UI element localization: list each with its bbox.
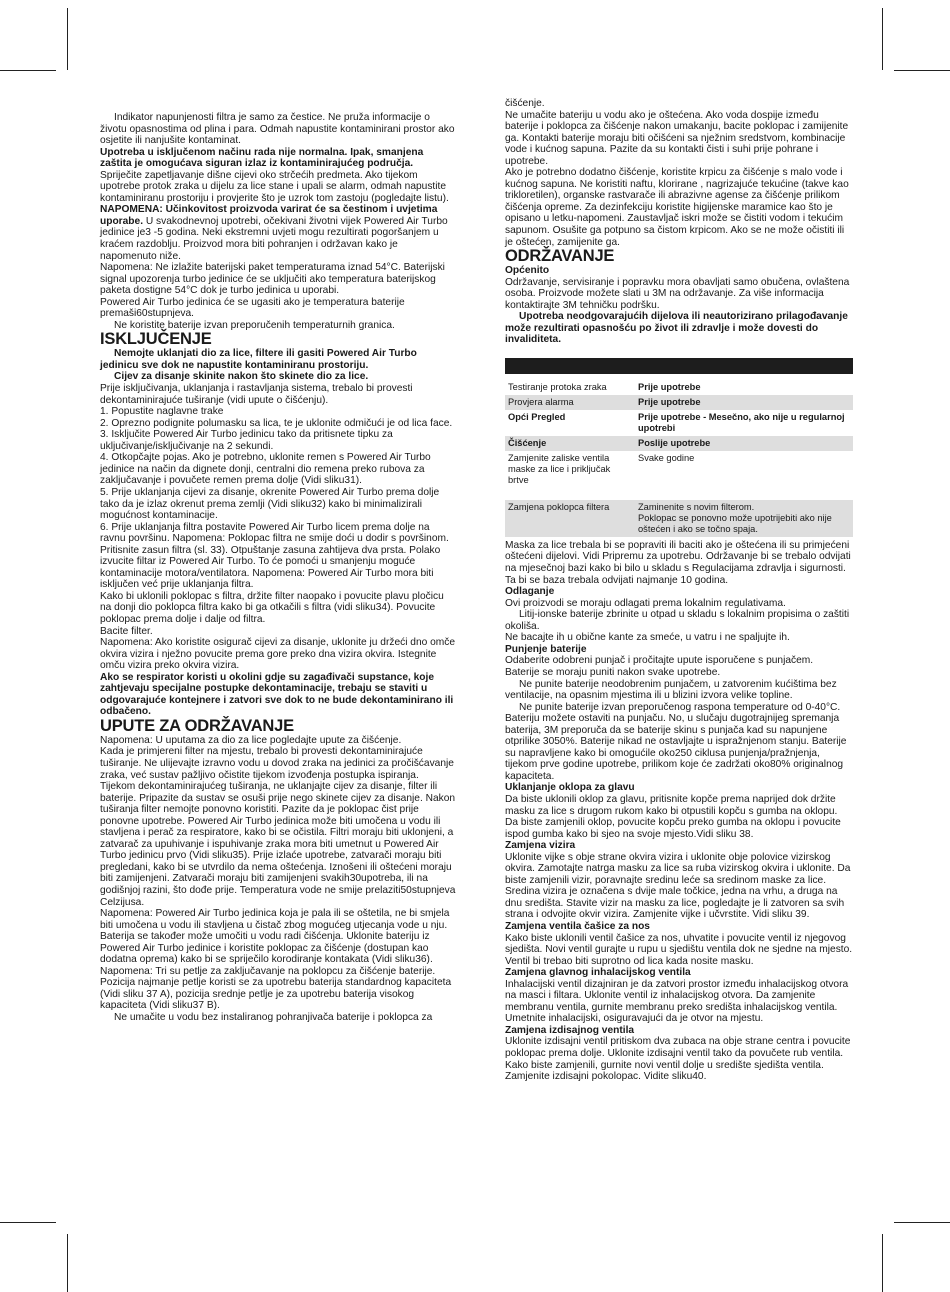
subheading-odlaganje: Odlaganje [505, 586, 555, 598]
paragraph: Kako biste uklonili ventil čašice za nos, uhvatite i povucite ventil iz njegovog sjedišta. Novi ventil gurajte u rupu u sjedištu ventila dok ne sjedne na mjesto. Ventil bi trebao biti suprotno od lica kada nosite masku. [505, 932, 853, 967]
table-cell-when: Poslije upotrebe [635, 436, 853, 451]
subheading-oklop: Uklanjanje oklopa za glavu [505, 782, 635, 794]
right-column [505, 98, 853, 1083]
paragraph: Napomena: Ako koristite osigurač cijevi za disanje, uklonite ju držeći dno omče okvira vizira i nježno povucite prema gore preko dna vizira okvira. Istegnite omču vizira preko okvira vizira. [100, 637, 456, 672]
paragraph: Inhalacijski ventil dizajniran je da zatvori prostor između inhalacijskog otvora na masci i filtara. Uklonite ventil iz inhalacijskog otvora. Da zamjenite membranu ventila, gurnite membranu preko središta inhalacijskog ventila. Umetnite inhalacijski, osiguravajući da je otvor na mjestu. [505, 978, 849, 1025]
table-row [505, 451, 853, 500]
crop-mark [0, 70, 56, 71]
paragraph: Ako je potrebno dodatno čišćenje, koristite krpicu za čišćenje s malo vode i kućnog sapuna. Ne koristiti naftu, klorirane , nagrizajuće tekućine (takve kao trikloretilen), organske rastvarače ili abrazivne agense za čišćenje prilikom čišćenja opreme. Za dezinfekciju koristite higijenske maramice kao što je opisano u letku-napomeni. Zaustavljač iskri može se čistiti vodom i tekućim sapunom. Osušite ga potpuno sa čistom krpicom. Ako se ne može očistiti ili je oštećen, zamijenite ga. [505, 167, 849, 248]
crop-mark [894, 1222, 950, 1223]
table-cell-line: Zaminenite s novim filterom. [638, 501, 755, 512]
paragraph: Litij-ionske baterije zbrinite u otpad u skladu s lokalnim propisima o zaštiti okoliša. [505, 609, 850, 632]
list-item: 4. Otkopčajte pojas. Ako je potrebno, uklonite remen s Powered Air Turbo jedinice na način da dignete donji, centralni dio remena preko rubova za zaključavanje i povučete remen prema dolje (Vidi sliku31). [100, 452, 431, 487]
section-heading-iskljucenje: ISKLJUČENJE [100, 330, 212, 349]
crop-mark [67, 8, 68, 70]
table-cell-task: Zamjenite zaliske ventila maske za lice i priključak brtve [508, 452, 611, 485]
subheading-ventil: Zamjena ventila čašice za nos [505, 920, 650, 932]
table-header-bar [505, 358, 853, 374]
crop-mark [67, 1234, 68, 1292]
paragraph: Ne punite baterije izvan preporučenog raspona temperature od 0-40°C. Bateriju možete ostaviti na punjaču. No, u slučaju dugotrajnijeg spremanja baterija, 3M preporuča da se baterije skinu s punjača kad su napunjene otprilike 3050%. Baterije nikad ne ostavljajte u ispražnjenom stanju. Baterije su napravljene kako bi omogućile oko250 ciklusa punjenja/pražnjenja, tijekom prve godine upotrebe, prilikom koje će zadržati oko80% originalnog kapaciteta. [505, 701, 847, 782]
table-row [505, 410, 853, 436]
paragraph: Ne umačite u vodu bez instaliranog pohranjivača baterije i poklopca za [114, 1012, 433, 1024]
paragraph: Powered Air Turbo jedinica će se ugasiti ako je temperatura baterije premaši60stupnjeva. [100, 296, 405, 320]
left-column [100, 112, 456, 1024]
paragraph: Odaberite odobreni punjač i pročitajte upute isporučene s punjačem. [505, 655, 814, 667]
paragraph: Napomena: Tri su petlje za zaključavanje na poklopcu za čišćenje baterije. Pozicija najmanje petlje koristi se za upotrebu baterija standardnog kapaciteta (Vidi sliku 37 A), pozicija srednje petlje je za upotrebu baterija visokog kapaciteta (Vidi sliku37 B). [100, 965, 452, 1012]
paragraph: Da biste uklonili oklop za glavu, pritisnite kopče prema naprijed dok držite masku za lice s drugom rukom kako bi otpustili kopču s gumba na oklopu. Da biste zamjenili oklop, povucite kopču preko gumba na oklopu i povucite ispod gumba kako bi sjeo na svoje mjesto.Vidi sliku 38. [505, 793, 841, 840]
table-row [505, 500, 853, 537]
warning-paragraph: Cijev za disanje skinite nakon što skinete dio za lice. [114, 371, 369, 383]
table-cell-when: Svake godine [638, 452, 695, 463]
table-cell-task: Zamjena poklopca filtera [505, 500, 635, 537]
note-text: U svakodnevnoj upotrebi, očekivani životni vijek Powered Air Turbo jedinice je3 -5 godina. Neki ekstremni uvjeti mogu rezultirati pogoršanjem u kraćem razdoblju. Proizvod mora biti pohranjen i održavan kako je napomenuto niže. [100, 215, 448, 262]
table-cell-task: Testiranje protoka zraka [508, 381, 607, 392]
paragraph: Ne umačite bateriju u vodu ako je oštećena. Ako voda dospije između baterije i poklopca za čišćenje nakon umakanju, bacite poklopac i zamijenite ga. Kontakti baterije moraju biti očišćeni sa nježnim sredstvom, kombinacije vode i kućnog sapuna. Pazite da su kontakti čisti i suhi prije pohrane i upotrebe. [505, 109, 849, 167]
list-item: 3. Isključite Powered Air Turbo jedinicu tako da pritisnete tipku za uključivanje/isključivanje na 2 sekundi. [100, 429, 393, 452]
paragraph: Napomena: U uputama za dio za lice pogledajte upute za čišćenje. [100, 734, 402, 746]
paragraph: Spriječite zapetljavanje dišne cijevi oko strčećih predmeta. Ako tijekom upotrebe protok zraka u dijelu za lice stane i upali se alarm, odmah napustite kontaminiranu prostoriju i provjerite što je uzrok tom zastoju (pogledajte listu). [100, 169, 449, 204]
crop-mark [882, 1234, 883, 1292]
list-item: 6. Prije uklanjanja filtra postavite Powered Air Turbo licem prema dolje na ravnu površinu. Napomena: Poklopac filtra ne smije doći u dodir s površinom. Pritisnite zasun filtra (sl. 33). Otpuštanje zasuna zahtijeva dva prsta. Polako izvucite filtar iz Powered Air Turbo. To će pomoći u smanjenju moguće kontaminacije motora/ventilatora. Napomena: Powered Air Turbo mora biti isključen već prije uklanjanja filtra. [100, 521, 449, 591]
table-cell-task: Čišćenje [505, 436, 635, 451]
paragraph: Uklonite izdisajni ventil pritiskom dva zubaca na obje strane centra i povucite poklopac prema dolje. Uklonite izdisajni ventil tako da povučete rub ventila. Kako biste zamjenili, gurnite novi ventil dolje u središte sjedišta ventila. Zamjenite izdisajni pokolopac. Vidite sliku40. [505, 1036, 851, 1083]
table-cell-when: Prije upotrebe [635, 395, 853, 410]
paragraph: Bacite filter. [100, 625, 153, 637]
crop-mark [0, 1222, 56, 1223]
paragraph: Napomena: Powered Air Turbo jedinica koja je pala ili se oštetila, ne bi smjela biti umočena u vodu ili stavljena u čistač zbog mogućeg utjecanja vode u nju. Baterija se također može umočiti u vodu radi čišćenja. Uklonite bateriju iz Powered Air Turbo jedinice i koristite poklopac za čišćenje (dostupan kao dodatna oprema) kako bi se spriječilo korodiranje kontakata (Vidi sliku36). [100, 908, 450, 966]
maintenance-table [505, 380, 853, 537]
list-item: 1. Popustite naglavne trake [100, 406, 224, 418]
table-cell-when: Prije upotrebe - Mesečno, ako nije u regularnoj upotrebi [638, 411, 845, 433]
paragraph: Prije isključivanja, uklanjanja i rastavljanja sistema, trebalo bi provesti dekontaminirajuće tuširanje (vidi upute o čišćenju). [100, 383, 413, 406]
crop-mark [894, 70, 950, 71]
paragraph: Ne bacajte ih u obične kante za smeće, u vatru i ne spaljujte ih. [505, 632, 790, 644]
subheading-izdisajni: Zamjena izdisajnog ventila [505, 1024, 635, 1036]
warning-paragraph: Ako se respirator koristi u okolini gdje su zagađivači supstance, koje zahtjevaju specijalne postupke dekontaminacije, trebaju se staviti u odgovarajuće kontejnere i zatvori sve dok to ne bude dekontaminirano ili odbačeno. [100, 671, 454, 718]
subheading-inhalacijski: Zamjena glavnog inhalacijskog ventila [505, 967, 691, 979]
list-item: 5. Prije uklanjanja cijevi za disanje, okrenite Powered Air Turbo prema dolje tako da je izlaz okrenut prema zemlji (Vidi sliku32) kako bi minimalizirali mogućnost kontaminacije. [100, 486, 440, 522]
table-cell-task: Provjera alarma [505, 395, 635, 410]
paragraph: Ne koristite baterije izvan preporučenih temperaturnih granica. [114, 319, 395, 331]
table-cell-task: Opći Pregled [508, 411, 566, 422]
warning-paragraph: Upotreba u isključenom načinu rada nije normalna. Ipak, smanjena zaštita je omogućava siguran izlaz iz kontaminirajućeg područja. [100, 146, 424, 170]
warning-paragraph: Upotreba neodgovarajućih dijelova ili neautorizirano prilagođavanje može rezultirati opasnošću po život ili zdravlje i može dovesti do invaliditeta. [505, 311, 848, 346]
table-row [505, 436, 853, 451]
subheading-vizir: Zamjena vizira [505, 840, 576, 852]
paragraph: Napomena: Ne izlažite baterijski paket temperaturama iznad 54°C. Baterijski signal upozorenja turbo jedinice će se uključiti ako temperatura baterijskog paketa dostigne 54°C dok je turbo jedinica u uporabi. [100, 262, 445, 297]
paragraph: Uklonite vijke s obje strane okvira vizira i uklonite obje polovice vizirskog okvira. Zamotajte natrga masku za lice sa ruba vizirskog okvira i uklonite. Da biste zamjenili vizir, poravnajte sredinu leće sa sredinom maske za lice. Sredina vizira je označena s dvije male točkice, jedna na vrhu, a druga na dnu središta. Stavite vizir na masku za lice, pogledajte je li zatvoren sa svih strana i odvojite okvir vizira. Zamjenite vijke i učvrstite. Vidi sliku 39. [505, 851, 851, 921]
paragraph: Održavanje, servisiranje i popravku mora obavljati samo obučena, ovlaštena osoba. Proizvode možete slati u 3M na održavanje. Za više informacija kontaktirajte 3M tehničku podršku. [505, 276, 850, 311]
paragraph: Baterije se moraju puniti nakon svake upotrebe. [505, 666, 721, 678]
paragraph: Indikator napunjenosti filtra je samo za čestice. Ne pruža informacije o životu opasnostima od plina i para. Odmah napustite kontaminirani prostor ako osjetite ili nanjušite kontaminat. [100, 112, 455, 147]
table-cell-when: Prije upotrebe [638, 381, 701, 392]
paragraph: Maska za lice trebala bi se popraviti ili baciti ako je oštećena ili su primjećeni oštećeni dijelovi. Vidi Pripremu za upotrebu. Održavanje bi se trebalo odvijati na mjesečnoj bazi kako bi bilo u skladu s Regulacijama zdravlja i sigurnosti. Ta bi se baza trebala odvijati najmanje 10 godina. [505, 539, 851, 586]
paragraph: čišćenje. [505, 98, 545, 109]
table-row [505, 395, 853, 410]
warning-paragraph: Nemojte uklanjati dio za lice, filtere ili gasiti Powered Air Turbo jedinicu sve dok ne napustite kontaminiranu prostoriju. [100, 348, 417, 371]
paragraph: Ne punite baterije neodobrenim punjačem, u zatvorenim kućištima bez ventilacije, na opasnim mjestima ili u blizini izvora velike topline. [505, 678, 837, 702]
crop-mark [882, 8, 883, 70]
paragraph: Kada je primjereni filter na mjestu, trebalo bi provesti dekontaminirajuće tuširanje. Ne ulijevajte izravno vodu u dovod zraka na jedinici za pročišćavanje zraka, već sustav pažljivo očistite tijekom izvođenja postupka ispiranja. Tijekom dekontaminirajućeg tuširanja, ne uklanjajte cijev za disanje, filter ili baterije. Pripazite da sustav se osuši prije nego skinete cijev za disanje. Nakon tuširanja filter nemojte ponovno koristiti. Pazite da je poklopac čist prije ponovne upotrebe. Powered Air Turbo jedinica može biti umočena u vodu ili stavljena i perač za respiratore, kako bi se očistila. Filtri moraju biti uklonjeni, a zatvarač za upuhivanje i ispuhivanje zraka mora biti umetnut u Powered Air Turbo jedinicu prvo (Vidi sliku35). Prije izlaće upotrebe, zatvarači moraju biti pregledani, kako bi se utvrdilo da nema oštećenja. Iznošeni ili oštećeni moraju biti zamijenjeni. Zatvarači moraju biti zamijenjeni svakih30upotreba, ili na godišnjoj razini, što dođe prije. Temperatura vode ne smije prelaziti50stupnjeva Celzijusa. [100, 746, 456, 908]
table-cell-line: Poklopac se ponovno može upotrijebiti ako nije oštećen i ako se točno spaja. [638, 512, 832, 534]
table-cell-when [635, 500, 853, 537]
section-heading-odrzavanje: ODRŽAVANJE [505, 247, 615, 266]
note-label: NAPOMENA: Učinkovitost proizvoda varirat će sa čestinom i uvjetima uporabe. [100, 204, 438, 227]
paragraph: Kako bi uklonili poklopac s filtra, držite filter naopako i povucite plavu pločicu na donji dio poklopca filtra kako bi ga otkačili s filtra (vidi sliku34). Povucite poklopac prema dolje i dalje od filtra. [100, 590, 444, 625]
note-paragraph [100, 204, 456, 262]
subheading-punjenje: Punjenje baterije [505, 643, 587, 655]
table-row [505, 380, 853, 395]
paragraph: Ovi proizvodi se moraju odlagati prema lokalnim regulativama. [505, 597, 786, 609]
subheading-opcenito: Općenito [505, 265, 550, 277]
list-item: 2. Oprezno podignite polumasku sa lica, te je uklonite odmičući je od lica face. [100, 417, 453, 429]
section-heading-upute: UPUTE ZA ODRŽAVANJE [100, 716, 294, 735]
